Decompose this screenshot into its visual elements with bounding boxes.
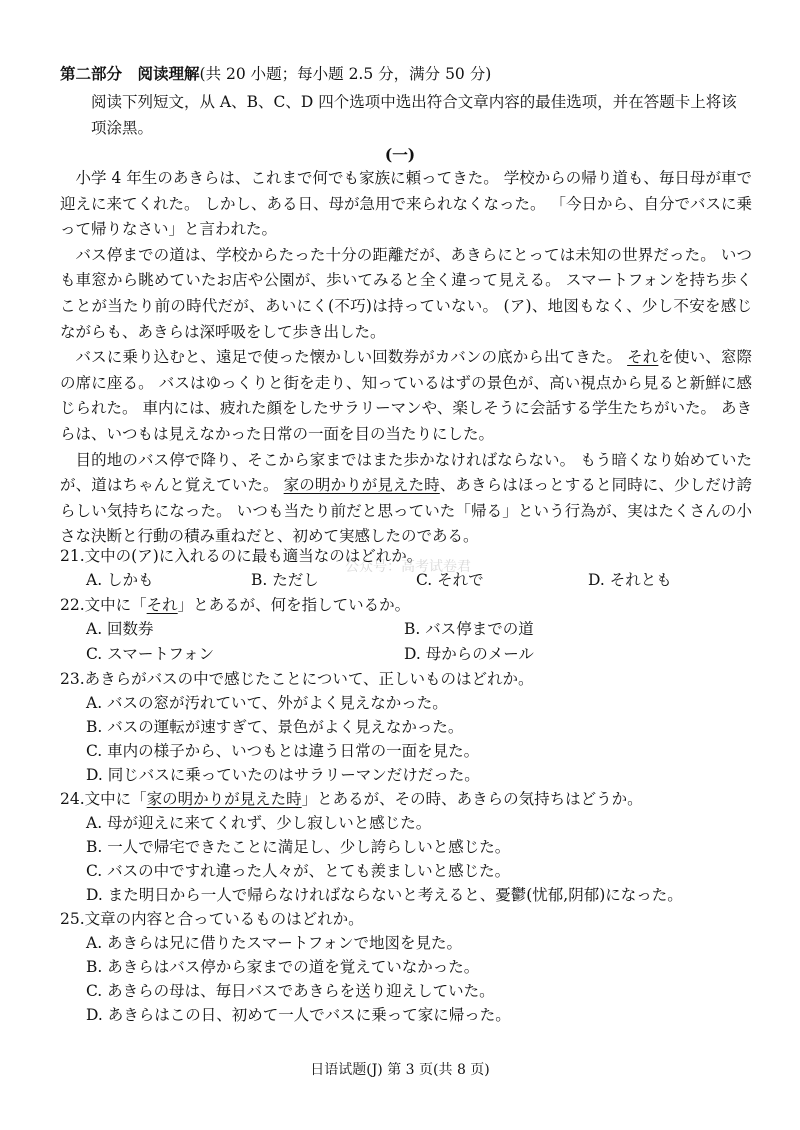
option-23-d: D. 同じバスに乗っていたのはサラリーマンだけだった。 bbox=[86, 766, 480, 784]
p4-underlined-phrase: 家の明かりが見えた時 bbox=[283, 476, 440, 495]
watermark: 公众号：高考试卷君 bbox=[345, 559, 471, 575]
option-25-d: D. あきらはこの日、初めて一人でバスに乗って家に帰った。 bbox=[86, 1006, 511, 1024]
option-23-b: B. バスの運転が速すぎて、景色がよく見えなかった。 bbox=[86, 718, 464, 736]
section-heading: 第二部分 阅读理解 bbox=[60, 64, 200, 83]
question-24 bbox=[60, 787, 760, 811]
q22-stem-underline: それ bbox=[146, 596, 178, 614]
q22-stem-after: 」とあるが、何を指しているか。 bbox=[177, 596, 411, 614]
question-21: 21.文中の(ア)に入れるのに最も適当なのはどれか。 bbox=[60, 547, 423, 565]
option-24-d: D. また明日から一人で帰らなければならないと考えると、憂鬱(忧郁,阴郁)になった。 bbox=[86, 886, 683, 904]
passage-paragraph-2: バス停までの道は、学校からたった十分の距離だが、あきらにとっては未知の世界だった。 いつも車窓から眺めていたお店や公園が、歩いてみると全く違って見える。 スマートフォンを持ち歩くことが当たり前の時代だが、あいにく(不巧)は持っていない。 (ア)、地図もなく、少し不安を感じながらも、あきらは深呼吸をして歩き出した。 bbox=[60, 245, 752, 341]
q24-stem-after: 」とあるが、その時、あきらの気持ちはどうか。 bbox=[301, 790, 643, 808]
option-23-a: A. バスの窓が汚れていて、外がよく見えなかった。 bbox=[86, 694, 448, 712]
p4-text-before: 目的地のバス停で降り、そこから家まではまた歩かなければならない。 もう暗くなり始めていたが、道はちゃんと覚えていた。 bbox=[60, 450, 752, 495]
passage-paragraph-1: 小学 4 年生のあきらは、これまで何でも家族に頼ってきた。 学校からの帰り道も、毎日母が車で迎えに来てくれた。 しかし、ある日、母が急用で来られなくなった。 「今日から、自分でバスに乗って帰りなさい」と言われた。 bbox=[60, 169, 752, 239]
option-22-c: C. スマートフォン bbox=[86, 645, 215, 663]
q24-stem-before: 24.文中に「 bbox=[60, 790, 147, 808]
option-24-a: A. 母が迎えに来てくれず、少し寂しいと感じた。 bbox=[86, 814, 432, 832]
option-25-b: B. あきらはバス停から家までの道を覚えていなかった。 bbox=[86, 958, 480, 976]
passage-number: (一) bbox=[384, 145, 416, 164]
page-footer: 日语试题(J) 第 3 页(共 8 页) bbox=[310, 1062, 490, 1078]
question-22 bbox=[60, 593, 760, 617]
option-21-b: B. ただし bbox=[251, 571, 319, 589]
q24-stem-underline: 家の明かりが見えた時 bbox=[146, 790, 302, 808]
instructions-text: 阅读下列短文，从 A、B、C、D 四个选项中选出符合文章内容的最佳选项，并在答题卡上将该项涂黑。 bbox=[91, 93, 737, 137]
option-21-c: C. それで bbox=[416, 571, 484, 589]
option-22-a: A. 回数券 bbox=[86, 620, 154, 638]
question-21-options bbox=[60, 568, 760, 593]
question-22-options-row-2 bbox=[60, 642, 760, 667]
section-title bbox=[60, 62, 491, 84]
option-22-d: D. 母からのメール bbox=[404, 645, 534, 663]
option-21-d: D. それとも bbox=[588, 571, 672, 589]
reading-passage bbox=[60, 166, 752, 550]
p3-text-before: バスに乗り込むと、遠足で使った懐かしい回数券がカバンの底から出てきた。 bbox=[75, 348, 628, 367]
option-25-a: A. あきらは兄に借りたスマートフォンで地図を見た。 bbox=[86, 934, 462, 952]
option-22-b: B. バス停までの道 bbox=[404, 620, 534, 638]
question-23: 23.あきらがバスの中で感じたことについて、正しいものはどれか。 bbox=[60, 670, 534, 688]
option-21-a: A. しかも bbox=[86, 571, 154, 589]
q22-stem-before: 22.文中に「 bbox=[60, 596, 147, 614]
p3-text-after: を使い、窓際の席に座る。 バスはゆっくりと街を走り、知っているはずの景色が、高い視点から見ると新鮮に感じられた。 車内には、疲れた顔をしたサラリーマンや、楽しそうに会話する学生たちがいた。 あきらは、いつもは見えなかった日常の一面を目の当たりにした。 bbox=[60, 348, 752, 443]
p3-underlined-sore: それ bbox=[627, 348, 659, 367]
question-22-options-row-1 bbox=[60, 617, 760, 642]
instructions bbox=[60, 89, 750, 141]
section-note: (共 20 小题；每小题 2.5 分，满分 50 分) bbox=[199, 65, 492, 83]
passage-paragraph-3 bbox=[60, 345, 752, 447]
option-24-b: B. 一人で帰宅できたことに満足し、少し誇らしいと感じた。 bbox=[86, 838, 511, 856]
p4-text-after: 、あきらはほっとすると同時に、少しだけ誇らしい気持ちになった。 いつも当たり前だと思っていた「帰る」という行為が、実はたくさんの小さな決断と行動の積み重ねだと、初めて実感したのである。 bbox=[60, 476, 752, 546]
option-24-c: C. バスの中ですれ違った人々が、とても羨ましいと感じた。 bbox=[86, 862, 511, 880]
passage-paragraph-4 bbox=[60, 448, 752, 550]
question-list bbox=[60, 544, 760, 1027]
question-25: 25.文章の内容と合っているものはどれか。 bbox=[60, 910, 364, 928]
option-23-c: C. 車内の様子から、いつもとは違う日常の一面を見た。 bbox=[86, 742, 480, 760]
option-25-c: C. あきらの母は、毎日バスであきらを送り迎えしていた。 bbox=[86, 982, 495, 1000]
